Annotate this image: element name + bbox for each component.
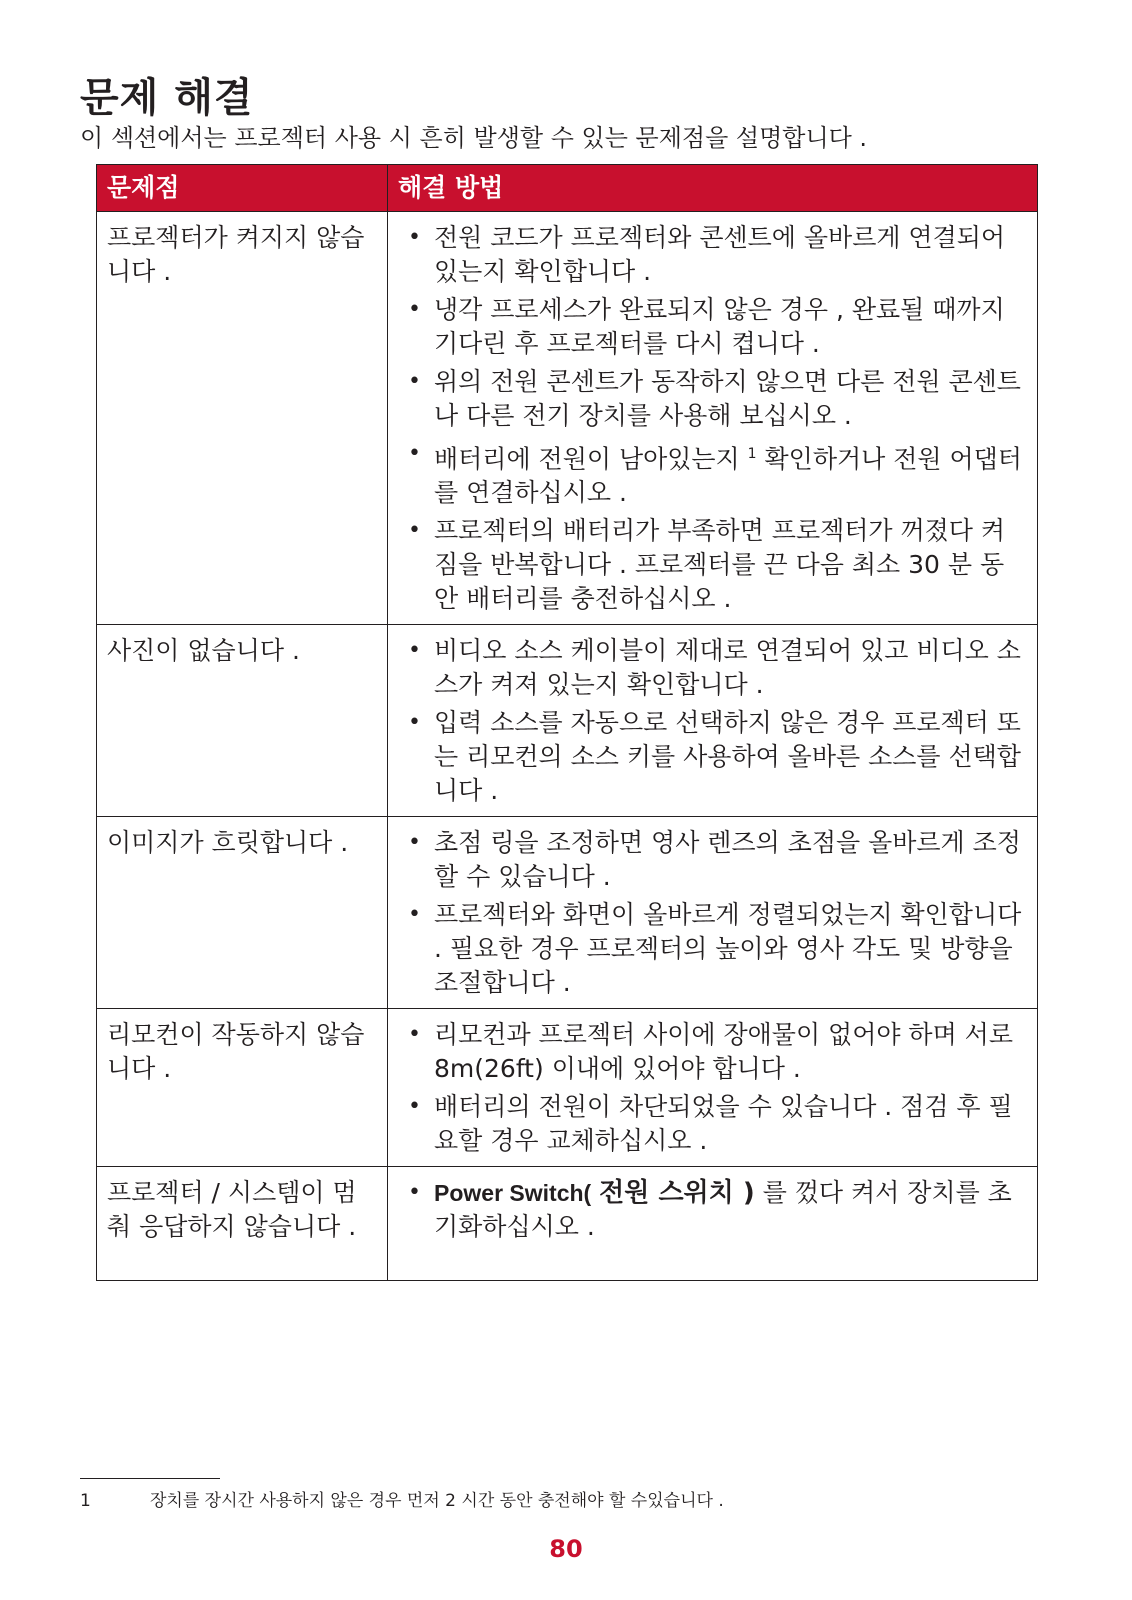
- problem-cell: 프로젝터가 켜지지 않습니다 .: [97, 212, 388, 625]
- solution-cell: [388, 1009, 1038, 1167]
- problem-cell: 사진이 없습니다 .: [97, 625, 388, 817]
- troubleshooting-table: [96, 164, 1038, 1281]
- footnote: [80, 1486, 724, 1511]
- solution-item: • 초점 링을 조정하면 영사 렌즈의 초점을 올바르게 조정할 수 있습니다 .: [398, 826, 1027, 894]
- solution-list: [398, 826, 1027, 1000]
- footnote-number: 1: [80, 1491, 91, 1511]
- power-switch-label-korean: 전원 스위치 ): [599, 1178, 755, 1209]
- solution-item: • 전원 코드가 프로젝터와 콘센트에 올바르게 연결되어 있는지 확인합니다 .: [398, 221, 1027, 289]
- solution-item: • 프로젝터와 화면이 올바르게 정렬되었는지 확인합니다 . 필요한 경우 프로젝터의 높이와 영사 각도 및 방향을 조절합니다 .: [398, 898, 1027, 1000]
- table-header-row: [97, 165, 1038, 212]
- solution-list: [398, 634, 1027, 808]
- solution-list: [398, 1018, 1027, 1158]
- table-row: [97, 1167, 1038, 1281]
- solution-item: • 비디오 소스 케이블이 제대로 연결되어 있고 비디오 소스가 켜져 있는지 확인합니다 .: [398, 634, 1027, 702]
- solution-item: • 냉각 프로세스가 완료되지 않은 경우 , 완료될 때까지 기다린 후 프로젝터를 다시 켭니다 .: [398, 293, 1027, 361]
- solution-item-text: 배터리에 전원이 남아있는지: [434, 444, 740, 474]
- solution-item: • 입력 소스를 자동으로 선택하지 않은 경우 프로젝터 또는 리모컨의 소스 키를 사용하여 올바른 소스를 선택합니다 .: [398, 706, 1027, 808]
- solution-list: [398, 1176, 1027, 1244]
- page-title: 문제 해결: [80, 75, 254, 121]
- footnote-text: 장치를 장시간 사용하지 않은 경우 먼저 2 시간 동안 충전해야 할 수있습니다 .: [150, 1491, 724, 1511]
- table-row: [97, 212, 1038, 625]
- solution-item: • 배터리의 전원이 차단되었을 수 있습니다 . 점검 후 필요할 경우 교체하십시오 .: [398, 1090, 1027, 1158]
- table-row: [97, 817, 1038, 1009]
- solution-item-text: 를 껐다 켜서 장치를 초기화하십시오 .: [434, 1178, 1012, 1242]
- power-switch-label: Power Switch(: [434, 1180, 592, 1207]
- solution-item: • 프로젝터의 배터리가 부족하면 프로젝터가 꺼졌다 켜짐을 반복합니다 . 프로젝터를 끈 다음 최소 30 분 동안 배터리를 충전하십시오 .: [398, 514, 1027, 616]
- intro-text: 이 섹션에서는 프로젝터 사용 시 흔히 발생할 수 있는 문제점을 설명합니다 .: [80, 124, 868, 152]
- problem-cell: 프로젝터 / 시스템이 멈춰 응답하지 않습니다 .: [97, 1167, 388, 1281]
- column-header-solution: 해결 방법: [388, 165, 1038, 212]
- problem-cell: 이미지가 흐릿합니다 .: [97, 817, 388, 1009]
- solution-item: [398, 437, 1027, 510]
- solution-list: [398, 221, 1027, 616]
- solution-cell: [388, 817, 1038, 1009]
- solution-item: • 리모컨과 프로젝터 사이에 장애물이 없어야 하며 서로 8m(26ft) 이내에 있어야 합니다 .: [398, 1018, 1027, 1086]
- footnote-reference: 1: [747, 446, 757, 462]
- solution-cell: [388, 212, 1038, 625]
- footnote-divider: [80, 1478, 220, 1479]
- problem-cell: 리모컨이 작동하지 않습니다 .: [97, 1009, 388, 1167]
- column-header-problem: 문제점: [97, 165, 388, 212]
- solution-cell: [388, 1167, 1038, 1281]
- page-number: 80: [549, 1535, 583, 1563]
- solution-item-text-continued: 확인하거나 전원 어댑터를 연결하십시오 .: [434, 444, 1022, 508]
- solution-cell: [388, 625, 1038, 817]
- table-row: [97, 1009, 1038, 1167]
- solution-item: [398, 1176, 1027, 1244]
- solution-item: • 위의 전원 콘센트가 동작하지 않으면 다른 전원 콘센트나 다른 전기 장치를 사용해 보십시오 .: [398, 365, 1027, 433]
- table-row: [97, 625, 1038, 817]
